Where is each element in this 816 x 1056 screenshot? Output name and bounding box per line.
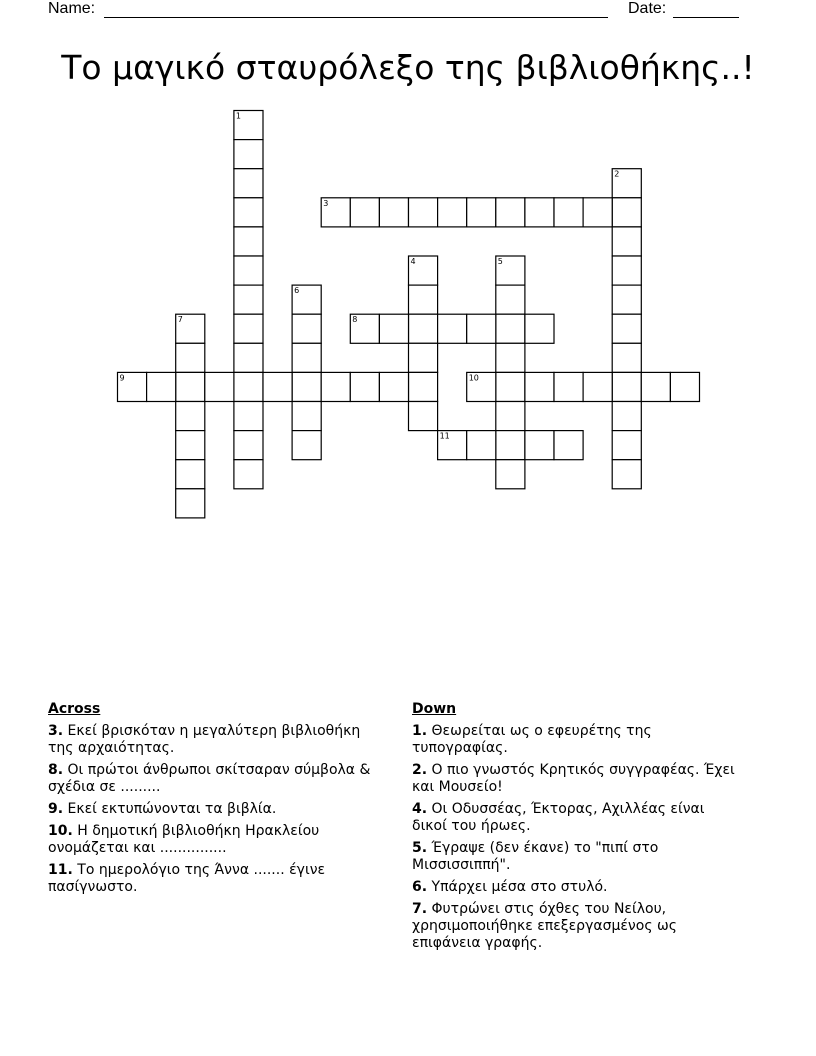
- crossword-cell[interactable]: [670, 372, 699, 401]
- crossword-cell[interactable]: [583, 372, 612, 401]
- crossword-cell[interactable]: [176, 460, 205, 489]
- crossword-cell[interactable]: [554, 431, 583, 460]
- crossword-cell[interactable]: [350, 198, 379, 227]
- crossword-cell[interactable]: [263, 372, 292, 401]
- crossword-cell[interactable]: [438, 314, 467, 343]
- crossword-cell[interactable]: [234, 314, 263, 343]
- crossword-cell[interactable]: [612, 285, 641, 314]
- clue-number: 10.: [48, 823, 73, 839]
- cell-number: 8: [352, 315, 358, 325]
- crossword-cell[interactable]: [292, 314, 321, 343]
- crossword-cell[interactable]: [496, 198, 525, 227]
- clue-down-5: [412, 840, 742, 874]
- clue-number: 2.: [412, 762, 428, 778]
- clue-number: 8.: [48, 762, 64, 778]
- clue-down-1: [412, 723, 742, 757]
- crossword-cell[interactable]: [612, 460, 641, 489]
- crossword-cell[interactable]: [176, 402, 205, 431]
- cell-number: 2: [614, 169, 620, 179]
- crossword-cell[interactable]: [496, 343, 525, 372]
- crossword-cell[interactable]: [176, 343, 205, 372]
- crossword-cell[interactable]: [496, 431, 525, 460]
- crossword-cell[interactable]: [612, 431, 641, 460]
- clue-text: Οι πρώτοι άνθρωποι σκίτσαραν σύμβολα & σχέδια σε .........: [48, 762, 371, 795]
- down-clues: [412, 701, 742, 957]
- crossword-cell[interactable]: [525, 198, 554, 227]
- crossword-cell[interactable]: [234, 402, 263, 431]
- clue-text: Εκεί βρισκόταν η μεγαλύτερη βιβλιοθήκη της αρχαιότητας.: [48, 723, 361, 756]
- crossword-cell[interactable]: [234, 372, 263, 401]
- crossword-cell[interactable]: [612, 314, 641, 343]
- crossword-cell[interactable]: [612, 402, 641, 431]
- clue-across-10: [48, 823, 378, 857]
- crossword-cell[interactable]: [641, 372, 670, 401]
- crossword-cell[interactable]: [234, 227, 263, 256]
- crossword-cell[interactable]: [379, 198, 408, 227]
- crossword-cell[interactable]: [467, 198, 496, 227]
- clue-text: Έγραψε (δεν έκανε) το "πιπί στο Μισσισσιππή".: [412, 840, 659, 873]
- clue-text: Θεωρείται ως ο εφευρέτης της τυπογραφίας.: [412, 723, 652, 756]
- clue-text: Το ημερολόγιο της Άννα ....... έγινε πασίγνωστο.: [48, 862, 326, 895]
- clue-down-4: [412, 801, 742, 835]
- down-heading: Down: [412, 701, 457, 717]
- crossword-cell[interactable]: [525, 431, 554, 460]
- clue-across-3: [48, 723, 378, 757]
- crossword-cell[interactable]: [409, 402, 438, 431]
- crossword-cell[interactable]: [525, 314, 554, 343]
- crossword-cell[interactable]: [350, 372, 379, 401]
- cell-number: 7: [177, 315, 183, 325]
- clue-across-9: [48, 801, 378, 818]
- clue-text: Φυτρώνει στις όχθες του Νείλου, χρησιμοποιήθηκε επεξεργασμένος ως επιφάνεια γραφής.: [412, 901, 677, 951]
- crossword-cell[interactable]: [292, 402, 321, 431]
- crossword-cell[interactable]: [554, 198, 583, 227]
- crossword-cell[interactable]: [612, 256, 641, 285]
- crossword-cell[interactable]: [234, 343, 263, 372]
- crossword-cell[interactable]: [467, 431, 496, 460]
- clue-across-8: [48, 762, 378, 796]
- cell-number: 5: [497, 257, 503, 266]
- clue-number: 9.: [48, 801, 64, 817]
- cell-number: 1: [235, 111, 241, 121]
- clue-text: Ο πιο γνωστός Κρητικός συγγραφέας. Έχει και Μουσείο!: [412, 762, 735, 795]
- crossword-cell[interactable]: [379, 372, 408, 401]
- cell-number: 11: [439, 431, 450, 441]
- crossword-cell[interactable]: [612, 227, 641, 256]
- crossword-cell[interactable]: [292, 343, 321, 372]
- clue-number: 6.: [412, 879, 428, 895]
- crossword-cell[interactable]: [409, 285, 438, 314]
- crossword-cell[interactable]: [292, 431, 321, 460]
- clue-number: 7.: [412, 901, 428, 917]
- crossword-cell[interactable]: [234, 460, 263, 489]
- clue-down-7: [412, 901, 742, 952]
- clue-number: 4.: [412, 801, 428, 817]
- crossword-cell[interactable]: [321, 372, 350, 401]
- crossword-cell[interactable]: [234, 140, 263, 169]
- clue-text: Η δημοτική βιβλιοθήκη Ηρακλείου ονομάζεται και ...............: [48, 823, 320, 856]
- crossword-cell[interactable]: [176, 489, 205, 518]
- crossword-cell[interactable]: [496, 314, 525, 343]
- crossword-cell[interactable]: [409, 372, 438, 401]
- clue-across-11: [48, 862, 378, 896]
- crossword-cell[interactable]: [438, 198, 467, 227]
- puzzle-title: Το μαγικό σταυρόλεξο της βιβλιοθήκης..!: [61, 48, 755, 87]
- clue-number: 11.: [48, 862, 73, 878]
- clue-number: 1.: [412, 723, 428, 739]
- crossword-cell[interactable]: [496, 402, 525, 431]
- crossword-cell[interactable]: [525, 372, 554, 401]
- clue-text: Υπάρχει μέσα στο στυλό.: [431, 879, 608, 895]
- crossword-cell[interactable]: [234, 256, 263, 285]
- crossword-cell[interactable]: [496, 285, 525, 314]
- clue-text: Εκεί εκτυπώνονται τα βιβλία.: [67, 801, 277, 817]
- crossword-cell[interactable]: [234, 169, 263, 198]
- clue-number: 3.: [48, 723, 64, 739]
- crossword-cell[interactable]: [234, 285, 263, 314]
- crossword-cell[interactable]: [409, 314, 438, 343]
- date-label: Date:: [628, 0, 667, 17]
- crossword-cell[interactable]: [612, 372, 641, 401]
- crossword-cell[interactable]: [292, 372, 321, 401]
- crossword-cell[interactable]: [379, 314, 408, 343]
- clue-text: Οι Οδυσσέας, Έκτορας, Αχιλλέας είναι δικοί του ήρωες.: [412, 801, 705, 834]
- clue-down-6: [412, 879, 742, 896]
- crossword-cell[interactable]: [205, 372, 234, 401]
- crossword-cell[interactable]: [467, 314, 496, 343]
- across-heading: Across: [48, 701, 101, 717]
- cell-number: 10: [468, 373, 479, 383]
- crossword-cell[interactable]: [234, 431, 263, 460]
- cell-number: 4: [410, 257, 416, 266]
- crossword-cell[interactable]: [496, 460, 525, 489]
- name-label: Name:: [48, 0, 96, 17]
- crossword-cell[interactable]: [234, 198, 263, 227]
- crossword-cell[interactable]: [612, 343, 641, 372]
- crossword-cell[interactable]: [496, 372, 525, 401]
- crossword-cell[interactable]: [583, 198, 612, 227]
- crossword-cell[interactable]: [554, 372, 583, 401]
- crossword-cell[interactable]: [176, 372, 205, 401]
- crossword-cell[interactable]: [176, 431, 205, 460]
- clue-number: 5.: [412, 840, 428, 856]
- crossword-cell[interactable]: [409, 198, 438, 227]
- cell-number: 6: [294, 286, 300, 296]
- crossword-cell[interactable]: [409, 343, 438, 372]
- crossword-cell[interactable]: [147, 372, 176, 401]
- across-clues: [48, 701, 378, 901]
- cell-number: 9: [119, 373, 125, 383]
- clue-down-2: [412, 762, 742, 796]
- cell-number: 3: [323, 198, 329, 208]
- crossword-cell[interactable]: [612, 198, 641, 227]
